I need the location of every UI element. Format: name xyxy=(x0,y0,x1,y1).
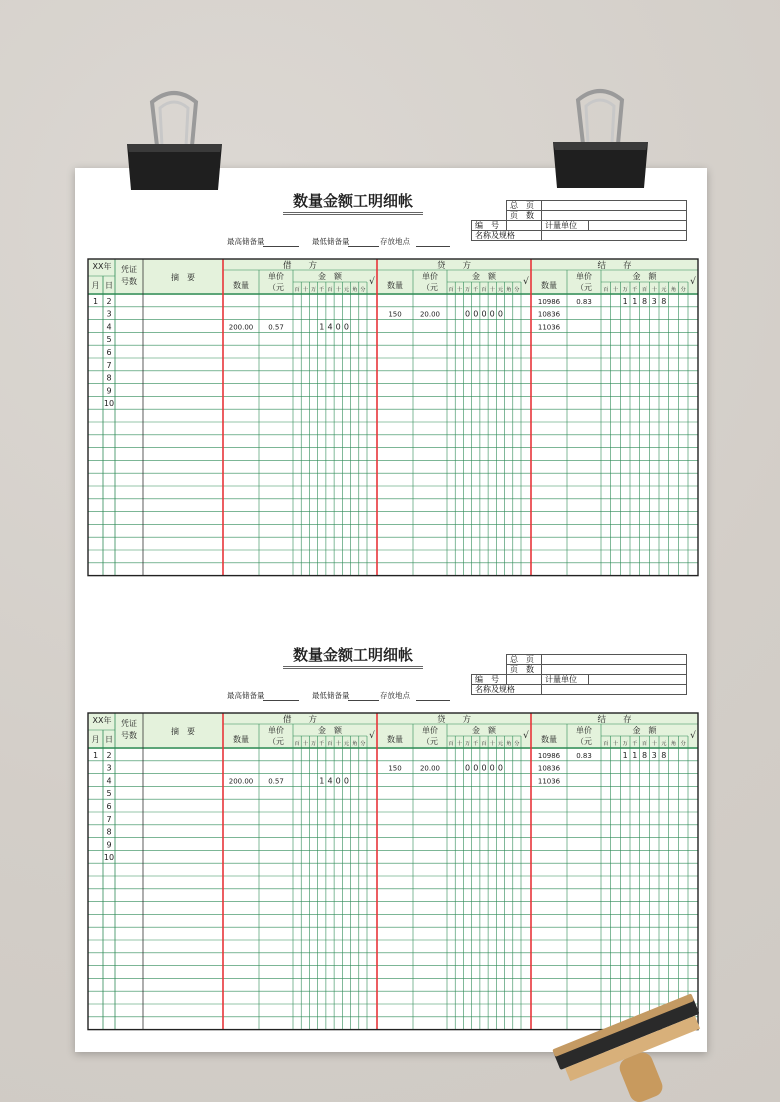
cell-day: 7 xyxy=(106,360,112,370)
cell-qty: 10836 xyxy=(537,764,561,773)
cell-amount-digit: 0 xyxy=(465,763,471,773)
cell-amount-digit: 0 xyxy=(335,322,341,332)
cell-day: 3 xyxy=(106,309,112,319)
cell-amount-digit: 1 xyxy=(632,296,638,306)
header-year: XX年 xyxy=(92,262,112,271)
digit-label: 元 xyxy=(661,741,667,747)
header-amount: 金 额 xyxy=(472,726,496,735)
digit-label: 十 xyxy=(456,287,462,293)
cell-day: 4 xyxy=(106,322,112,332)
header-month: 月 xyxy=(91,735,100,744)
header-price: （元 xyxy=(576,737,592,746)
header-voucher: 凭证 xyxy=(121,719,137,728)
digit-label: 十 xyxy=(612,741,619,747)
digit-label: 百 xyxy=(481,287,487,293)
header-day: 日 xyxy=(105,281,113,290)
header-amount: 金 额 xyxy=(632,726,657,735)
total-page-label: 总 页 xyxy=(507,201,542,211)
cell-day: 9 xyxy=(106,840,112,850)
field-line xyxy=(416,246,450,247)
digit-label: 万 xyxy=(464,741,471,747)
digit-label: 十 xyxy=(302,287,308,293)
digit-label: 万 xyxy=(622,287,628,293)
digit-label: 千 xyxy=(473,741,479,747)
header-qty: 数量 xyxy=(233,735,249,744)
digit-label: 分 xyxy=(360,287,366,293)
cell-qty: 10986 xyxy=(537,751,561,760)
binder-clip-left-icon xyxy=(122,82,222,194)
cell-amount-digit: 8 xyxy=(641,296,648,306)
cell-amount-digit: 3 xyxy=(651,750,657,760)
cell-day: 5 xyxy=(106,335,112,345)
cell-amount-digit: 8 xyxy=(661,296,667,306)
digit-label: 元 xyxy=(343,287,350,293)
digit-label: 十 xyxy=(335,741,341,747)
header-voucher: 号数 xyxy=(121,277,137,286)
ledger-grid xyxy=(87,258,699,580)
digit-label: 分 xyxy=(514,287,520,293)
field-label-min_stock: 最低储备量 xyxy=(312,691,350,700)
cell-qty: 10836 xyxy=(537,310,561,319)
cell-day: 6 xyxy=(106,348,112,357)
cell-qty: 150 xyxy=(388,310,402,319)
cell-amount-digit: 0 xyxy=(481,309,487,319)
digit-label: 十 xyxy=(651,741,657,747)
header-qty: 数量 xyxy=(233,281,249,290)
digit-label: 十 xyxy=(651,287,657,293)
digit-label: 百 xyxy=(448,287,454,293)
ledger-top xyxy=(87,188,699,608)
digit-label: 百 xyxy=(641,287,648,293)
digit-label: 角 xyxy=(670,287,677,293)
cell-day: 10 xyxy=(103,399,115,409)
digit-label: 元 xyxy=(661,287,667,293)
cell-qty: 11036 xyxy=(537,777,561,786)
field-label-min_stock: 最低储备量 xyxy=(312,237,350,246)
cell-price: 0.83 xyxy=(576,751,592,760)
header-amount: 金 额 xyxy=(318,272,342,281)
cell-day: 4 xyxy=(106,776,112,786)
cell-amount-digit: 0 xyxy=(343,776,349,786)
digit-label: 分 xyxy=(514,741,520,747)
cell-amount-digit: 0 xyxy=(481,763,487,773)
digit-label: 千 xyxy=(319,741,325,747)
digit-label: 十 xyxy=(489,741,495,747)
header-voucher: 号数 xyxy=(121,731,137,740)
cell-amount-digit: 0 xyxy=(497,309,503,319)
binder-clip-right-icon xyxy=(548,80,648,192)
cell-month: 1 xyxy=(92,296,99,306)
ledger-border xyxy=(88,259,698,576)
field-line xyxy=(416,700,450,701)
field-line xyxy=(348,246,379,247)
digit-label: 百 xyxy=(327,287,333,293)
unit-label: 计量单位 xyxy=(542,221,589,231)
header-year: XX年 xyxy=(92,716,112,725)
cell-day: 2 xyxy=(106,750,112,760)
cell-day: 2 xyxy=(106,296,112,306)
header-price: （元 xyxy=(268,283,284,292)
cell-day: 3 xyxy=(106,763,112,773)
header-price: （元 xyxy=(422,283,438,292)
cell-day: 5 xyxy=(106,789,112,799)
header-credit: 贷 方 xyxy=(436,715,472,725)
cell-amount-digit: 0 xyxy=(473,309,479,319)
number-label: 编 号 xyxy=(472,221,507,231)
header-summary: 摘 要 xyxy=(171,273,195,282)
header-debit: 借 方 xyxy=(282,715,318,725)
digit-label: 十 xyxy=(302,741,308,747)
cell-amount-digit: 1 xyxy=(319,322,325,332)
paper-sheet xyxy=(75,168,707,1052)
field-label-max_stock: 最高储备量 xyxy=(227,237,265,246)
cell-price: 0.57 xyxy=(268,777,284,786)
cell-qty: 200.00 xyxy=(228,323,254,332)
name-spec-label: 名称及规格 xyxy=(472,231,542,241)
cell-amount-digit: 3 xyxy=(651,296,657,306)
header-debit: 借 方 xyxy=(282,261,318,271)
name-spec-label: 名称及规格 xyxy=(472,685,542,695)
digit-label: 千 xyxy=(632,287,638,293)
digit-label: 百 xyxy=(327,741,333,747)
cell-price: 20.00 xyxy=(419,310,441,319)
cell-amount-digit: 4 xyxy=(327,776,333,786)
cell-amount-digit: 0 xyxy=(465,309,471,319)
header-credit: 贷 方 xyxy=(436,261,472,271)
cell-amount-digit: 1 xyxy=(622,296,628,306)
cell-qty: 10986 xyxy=(537,297,561,306)
digit-label: 元 xyxy=(343,741,350,747)
header-price: （元 xyxy=(268,737,284,746)
header-amount: 金 额 xyxy=(472,272,496,281)
digit-label: 万 xyxy=(464,287,471,293)
unit-label: 计量单位 xyxy=(542,675,589,685)
header-qty: 数量 xyxy=(541,735,557,744)
cell-day: 7 xyxy=(106,814,112,824)
digit-label: 角 xyxy=(352,287,358,293)
cell-amount-digit: 0 xyxy=(335,776,341,786)
header-summary: 摘 要 xyxy=(171,727,195,736)
digit-label: 十 xyxy=(456,741,462,747)
cell-amount-digit: 8 xyxy=(641,750,648,760)
header-month: 月 xyxy=(91,281,100,290)
page-label: 页 数 xyxy=(507,665,542,675)
cell-amount-digit: 0 xyxy=(343,322,349,332)
cell-day: 8 xyxy=(106,373,112,383)
digit-label: 百 xyxy=(448,741,454,747)
header-amount: 金 额 xyxy=(318,726,342,735)
field-line xyxy=(263,246,299,247)
digit-label: 角 xyxy=(670,741,677,747)
field-label-max_stock: 最高储备量 xyxy=(227,691,265,700)
header-check: √ xyxy=(523,731,529,741)
cell-amount-digit: 0 xyxy=(489,309,495,319)
cell-price: 20.00 xyxy=(419,764,441,773)
ledger-title: 数量金额工明细帐 xyxy=(283,190,423,215)
header-balance: 结 存 xyxy=(597,715,632,725)
wooden-stamp-icon xyxy=(540,980,740,1102)
header-price: 单价 xyxy=(268,272,284,281)
digit-label: 万 xyxy=(310,287,317,293)
field-line xyxy=(348,700,379,701)
cell-qty: 11036 xyxy=(537,323,561,332)
header-price: （元 xyxy=(576,283,592,292)
cell-day: 6 xyxy=(106,802,112,811)
page-label: 页 数 xyxy=(507,211,542,221)
header-qty: 数量 xyxy=(387,735,403,744)
cell-amount-digit: 1 xyxy=(632,750,638,760)
number-label: 编 号 xyxy=(472,675,507,685)
info-box xyxy=(471,200,687,241)
digit-label: 分 xyxy=(360,741,366,747)
digit-label: 分 xyxy=(680,287,686,293)
header-check: √ xyxy=(369,731,375,741)
digit-label: 百 xyxy=(294,741,300,747)
cell-amount-digit: 0 xyxy=(497,763,503,773)
digit-label: 百 xyxy=(603,287,609,293)
digit-label: 万 xyxy=(622,741,628,747)
digit-label: 元 xyxy=(497,287,504,293)
header-price: 单价 xyxy=(268,726,284,735)
cell-month: 1 xyxy=(92,750,99,760)
cell-qty: 150 xyxy=(388,764,402,773)
header-amount: 金 额 xyxy=(632,272,657,281)
ledger-title: 数量金额工明细帐 xyxy=(283,644,423,669)
header-check: √ xyxy=(523,277,529,287)
digit-label: 分 xyxy=(680,741,686,747)
digit-label: 百 xyxy=(294,287,300,293)
header-price: 单价 xyxy=(422,726,438,735)
cell-price: 0.57 xyxy=(268,323,284,332)
header-voucher: 凭证 xyxy=(121,265,137,274)
digit-label: 十 xyxy=(489,287,495,293)
digit-label: 角 xyxy=(506,287,512,293)
cell-day: 8 xyxy=(106,827,112,837)
header-price: 单价 xyxy=(576,272,592,281)
digit-label: 百 xyxy=(481,741,487,747)
cell-amount-digit: 1 xyxy=(319,776,325,786)
digit-label: 百 xyxy=(603,741,609,747)
digit-label: 角 xyxy=(506,741,512,747)
header-price: 单价 xyxy=(576,726,592,735)
cell-amount-digit: 0 xyxy=(489,763,495,773)
digit-label: 千 xyxy=(632,741,638,747)
header-qty: 数量 xyxy=(541,281,557,290)
digit-label: 千 xyxy=(473,287,479,293)
info-box xyxy=(471,654,687,695)
header-qty: 数量 xyxy=(387,281,403,290)
field-label-location: 存放地点 xyxy=(380,237,410,246)
cell-amount-digit: 4 xyxy=(327,322,333,332)
header-check: √ xyxy=(690,731,696,741)
header-balance: 结 存 xyxy=(597,261,632,271)
digit-label: 十 xyxy=(335,287,341,293)
cell-day: 10 xyxy=(103,853,115,863)
cell-amount-digit: 0 xyxy=(473,763,479,773)
cell-day: 9 xyxy=(106,386,112,396)
header-price: 单价 xyxy=(422,272,438,281)
cell-amount-digit: 8 xyxy=(661,750,667,760)
digit-label: 十 xyxy=(612,287,619,293)
field-label-location: 存放地点 xyxy=(380,691,410,700)
cell-price: 0.83 xyxy=(576,297,592,306)
header-price: （元 xyxy=(422,737,438,746)
header-check: √ xyxy=(369,277,375,287)
header-day: 日 xyxy=(105,735,113,744)
digit-label: 角 xyxy=(352,741,358,747)
digit-label: 千 xyxy=(319,287,325,293)
digit-label: 元 xyxy=(497,741,504,747)
header-check: √ xyxy=(690,277,696,287)
field-line xyxy=(263,700,299,701)
cell-qty: 200.00 xyxy=(228,777,254,786)
digit-label: 百 xyxy=(641,741,648,747)
digit-label: 万 xyxy=(310,741,317,747)
total-page-label: 总 页 xyxy=(507,655,542,665)
cell-amount-digit: 1 xyxy=(622,750,628,760)
